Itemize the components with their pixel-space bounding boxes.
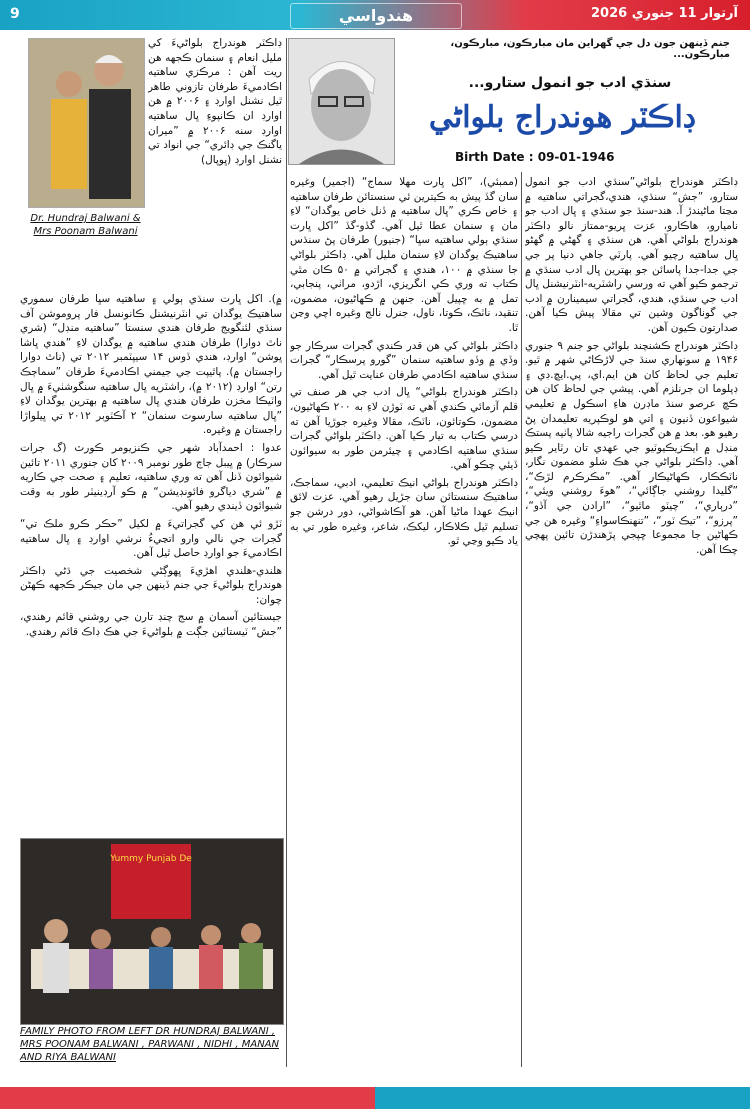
awards-intro-text: ڊاڪٽر هوندراج بلواڻيءَ کي مليل انعام ۽ سنمان ڪجهه هن ريت آهن : مرڪزي ساهتيه اڪادميءَ طرفان تازوني طاهر ٿيل نشنل اوارڊ ۽ ۲۰۰۶ ۾ هن اوارڊ ان ڪانپوءِ ڀال ساهتيه اوارڊ سنه ۲۰۰۶ ۾ ”ميران ياگنڪ جي ڊائري“ جي انواد تي نشنل اوارڊ (ڀوپال) [148, 37, 282, 166]
portrait-photo [288, 38, 395, 165]
col3-paragraph: عدوا : احمدآباد شهر جي ڪنزيومر ڪورٽ (گ جرات سرڪار) ۾ ڀيبل جاڄ طور نومبر ۲۰۰۹ کان جنوري ۲۰۱۱ تائين شيوائون ڏنل آهن ته وري ساهتيه، تعليم ۽ صحت جي ڪاريه ۾ ”شري دياگرو فائونڊيشن“ ۾ ڪو آرڊينيٽر طور به وقت شيوائون ڏيندي رهيو آهي. [20, 441, 282, 513]
col2-paragraph: ڊاڪٽر هوندراج بلواڻي“ ڀال ادب جي هر صنف تي قلم آزمائي ڪندي آهي ته ٽوڙن لاءِ به ۲۰۰ ڪهاڻيون، مضمون، ڪوتائون، ناٽڪ، مقالا وغيره جوڙيا آهن ته درسي ڪتاب به تيار ڪيا آهن. ڊاڪٽر بلواڻي گجرات سنڌي ساهتيه اڪادمي ۽ چيئرمن طور به سيوائون ڏيئي چڪو آهي. [290, 386, 518, 472]
birthday-greeting: جنم ڏينهن جون دل جي گهراين مان مبارڪون، مبارڪون، مبارڪون... [450, 38, 730, 60]
col2-paragraph: ڊاڪٽر بلواڻي کي هن قدر ڪندي گجرات سرڪار جو وڏي ۾ وڏو ساهتيه سنمان ”گورو پرسڪار“ گجرات سنڌي ساهتيه اڪادمي طرفان عنايت ٿيل آهي. [290, 339, 518, 381]
couple-photo-caption: Dr. Hundraj Balwani & Mrs Poonam Balwani [30, 213, 141, 237]
column-divider [286, 38, 287, 1067]
page-number: 9 [10, 6, 20, 22]
article-column-middle [290, 175, 518, 1065]
portrait-drawing [289, 39, 394, 164]
page-footer-bar [0, 1087, 750, 1109]
article-column-left [20, 292, 282, 832]
col2-paragraph: (ممبئي)، ”اکل ڀارت مهلا سماج“ (اجمير) وغيره سان گڏ پيش به ڪيترين ئي سنستائن طرفان ساهتيه ۽ خاص ڪري ”ڀال ساهتيه ۾ ڏنل خاص يوگدان“ لاءِ مان ۽ سنمان عطا ٿيل آهي. گڏو-گڏ ”اکل ڀارت سنڌي ٻولي ساهتيه سڀا“ (جنيور) طرفان پڻ سنڌس ساهتيڪ يوگدان لاءِ سنمان مليل آهي. ڊاڪٽر بلواڻي جا سنڌي ۾ ۱۰۰، هندي ۽ گجراتي ۾ ۵۰ ڪان مٿي ڪتاب ته وري ڪي انگريزي، اڙدو، مراٺي، پنجابي، تمل ۾ به ڇپيل آهن. جنهن ۾ ڪهاڻيون، مضمون، تنقيد، ناٽڪ، ڪوتا، ناول، جنرل نالج وغيره اچي وڃن ٿا. [290, 176, 518, 334]
page-header-bar [0, 0, 750, 30]
family-photo-drawing [21, 839, 283, 1024]
col3-paragraph: ۾). اکل ڀارت سنڌي ٻولي ۽ ساهتيه سڀا طرفان سموري ساهتيڪ يوگدان تي انٽرنيشنل ڪانونسل فار پروموشن آف سنڌي لئنگويج طرفان هندي سنستا ”ساهتيه منڊل“ (شري ناٿ دوارا) طرفان هندي ساهتيه ۾ يوگدان لاءِ ”هندي ڀاشا ڀوشن“ اوارڊ، هندي ڏوس ۱۴ سيپٽمبر ۲۰۱۲ تي (ناٿ دوارا راجستان ۾). پاٿيپت جي جيمني اڪادميءَ طرفان ”سماڄڪ رتن“ اوارڊ (۲۰۱۲ ۾)، راشٽريه ڀال ساهتيه سنگوشٺيءَ ۾ ڀال واٽيڪا مخزن طرفان هندي ڀال ساهتيه ۾ بهترين يوگدان لاءِ ”ڀال ساهتيه سارسوت سنمان“ ۲ آڪٽوبر ۲۰۱۲ تي ڀيلواڙا راجستان ۾ وغيره. [20, 293, 282, 437]
restaurant-sign: Yummy Punjab De [110, 854, 192, 864]
couple-photo-drawing [29, 39, 144, 207]
family-photo-caption: FAMILY PHOTO FROM LEFT DR HUNDRAJ BALWANI , MRS POONAM BALWANI , PARWANI , NIDHI , MANAN AND RIYA BALWANI [20, 1026, 279, 1063]
newspaper-masthead: هندواسي [290, 3, 462, 29]
col1-paragraph: ڊاڪٽر هوندراج بلواڻي”سنڌي ادب جو انمول ستارو، ”جش“ سنڌي، هندي،گجراتي ساهتيه ۾ مڃتا ماڻيندڙ آ. هند-سنڌ جو سنڌي ۽ ڀال ادب جو ناميارو، هاڪارو، عزت ڀريو-ممتاز نالو ڊاڪٽر هوندراج بلواڻي آهي. هن سنڌي ۽ گهڻي ۾ گهڻو ڀال ساهتيه رچيو آهي. پارٽي جاهي دنيا پر جي جي جدا-جدا پاسائن جو بهترين ڀال ادب سنڌي ۾ ترجمو ڪيو آهي ته ورسي راشٽريه-انٽرنيشنل ڀال ادب جي سنڌي، هندي، گجراتي سيمينارن ۾ ادب جي گوناگون وشين تي مقالا پيش ڪيا آهن. صدارتون ڪيون آهن. [525, 176, 738, 334]
column-divider [521, 172, 522, 1067]
col3-paragraph: هلندي-هلندي اهڙيءَ ڀهوڳڻي شخصيت جي ڌڻي ڊاڪٽر هوندراج بلواڻيءَ جي جنم ڏينهن جي مان جيڪر ڪجهه ڪهڻن چوان: [20, 564, 282, 606]
family-photo [20, 838, 284, 1025]
col3-paragraph: جيستائين آسمان ۾ سج چنڊ تارن جي روشني قائم رهندي، ”جش“ ٽيستائين جڳت ۾ بلواڻيءَ جي هڪ ڊاڪ قائم رهندي. [20, 611, 282, 639]
col3-paragraph: ٽڙو ئي هن کي گجراتيءَ ۾ لکيل ”حڪر ڪرو ملڪ تي“ گجرات جي نالي وارو اتڃيءُ نرشي اوارڊ ۽ ڀال ساهتيه اڪادميءَ جو اوارڊ حاصل ٿيل آهن. [20, 517, 282, 560]
article-column-right [525, 175, 738, 1065]
birth-date: Birth Date : 09-01-1946 [455, 150, 615, 164]
article-title: ڊاڪٽر هوندراج بلواڻي [428, 100, 697, 135]
issue-date: آرتوار 11 جنوري 2026 [591, 6, 738, 21]
col1-paragraph: ڊاڪٽر هوندراج ڪشنچند بلواڻي جو جنم ۹ جنوري ۱۹۴۶ ۾ سونهاري سنڌ جي لاڙڪاڻي شهر ۾ ٿيو. تعليم جي لحاظ کان هن ايم.اي، پي.ايڇ.ڊي ۽ ڊپلوما ان جرنلزم آهي. پيشي جي لحاظ کان هن ڪڇ عرصو سنڌ ماڊرن هاءِ اسڪول ۾ تعليمي شيواعون ڏنيون ۽ اتي هو لوڪپريه تعليمدان پڻ رهيو هو. بعد ۾ هن گجرات راجيه شالا پاٺيه پستڪ منڊل ۾ ايڪزيڪيوٽيو جي عهدي تان رٽاير ڪيو آهي. ڊاڪٽر بلواڻي جي هڪ شلو مضمون نگار، ناٽڪڪار، ڪهاڻيڪار آهي. ”مڪرڪرم لڙڪ“، ”گليدا روشني جاڳائي“، ”هوءَ روشني ويئي“، ”درٻاري“، ”چيٽو ماٿيو“، ”ارادن جي آڏو“، ”پرزو“، ”تيڪ ٽور“، ”تنهنڪاسواءِ“ وغيره هن جي ڪهاڻين جا مجموعا ڇپجي پڙهندڙن تائين پهچي چڪا آهن. [525, 339, 738, 556]
article-subtitle: سنڌي ادب جو انمول ستارو... [468, 75, 672, 91]
couple-photo [28, 38, 145, 208]
col2-paragraph: ڊاڪٽر هوندراج بلواڻي انيڪ تعليمي، ادبي، سماجڪ، ساهتيڪ سنستائن سان جڙيل رهيو آهي. عزت لائق انيڪ عهدا ماڻيا آهن. هو آڪاشواڻي، دور درشن جو تسليم ٿيل ڪلاڪار، ليکڪ، شاعر، وغيره طور تي به ياد ڪيو وڃي ٿو. [290, 476, 518, 548]
